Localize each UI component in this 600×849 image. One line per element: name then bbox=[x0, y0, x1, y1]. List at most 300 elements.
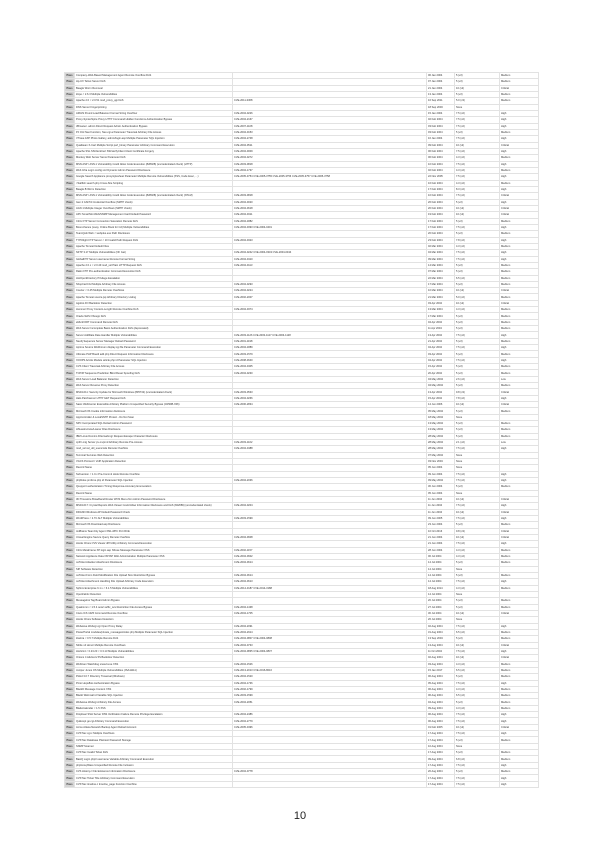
vulnerability-name-cell: Beagle.B Worm Detection bbox=[75, 186, 233, 192]
vulnerability-name-cell: NPC Incorporated SQL Default Admin Password bbox=[75, 421, 233, 427]
date-cell: 03 Feb 2004 bbox=[427, 129, 455, 135]
cvss-score-cell: None bbox=[455, 591, 500, 597]
severity-cell: High bbox=[500, 515, 539, 521]
cve-cell: CVE-2003-0533 bbox=[233, 389, 427, 395]
date-cell: 30 Jun 2004 bbox=[427, 484, 455, 490]
date-cell: 04 Apr 2004 bbox=[427, 357, 455, 363]
status-cell: Pass bbox=[66, 447, 73, 451]
cvss-score-cell: 5 (v2) bbox=[455, 604, 500, 610]
severity-cell: Medium bbox=[500, 699, 539, 705]
cvss-score-cell: 5 (v2) bbox=[455, 674, 500, 680]
status-cell: Pass bbox=[66, 194, 73, 198]
status-cell: Pass bbox=[66, 649, 73, 653]
vulnerability-name-cell: Hummer Proxy Content-Length Remote Overflow DoS bbox=[75, 307, 233, 313]
date-cell: 02 Feb 2004 bbox=[427, 117, 455, 123]
cve-cell: CVE-2004-0410 bbox=[233, 256, 427, 262]
status-cell: Pass bbox=[66, 675, 73, 679]
date-cell: 10 Oct 2016 bbox=[427, 528, 455, 534]
status-cell: Pass bbox=[66, 289, 73, 293]
cvss-score-cell: 7.5 (v2) bbox=[455, 503, 500, 509]
severity-cell: Medium bbox=[500, 155, 539, 161]
date-cell: 02 Aug 2004 bbox=[427, 623, 455, 629]
severity-cell: High bbox=[500, 478, 539, 484]
status-cell: Pass bbox=[66, 593, 73, 597]
status-cell: Pass bbox=[66, 776, 73, 780]
cvss-score-cell: 4.3 (v2) bbox=[455, 705, 500, 711]
vulnerability-name-cell: SIP Software Detection bbox=[75, 566, 233, 572]
vulnerability-name-cell: Qualcomm < 1.5.4 ooo2 suffix_ocs Restriction File Access Bypass bbox=[75, 604, 233, 610]
date-cell: 09 Mar 2004 bbox=[427, 256, 455, 262]
date-cell: 17 Mar 2004 bbox=[427, 281, 455, 287]
severity-cell: Medium bbox=[500, 129, 539, 135]
date-cell: 10 Feb 2004 bbox=[427, 193, 455, 199]
cvss-score-cell: 7.5 (v2) bbox=[455, 712, 500, 718]
cve-cell: CVE-2004-0226 bbox=[233, 110, 427, 116]
status-cell: Pass bbox=[66, 770, 73, 774]
status-cell: Pass bbox=[66, 485, 73, 489]
severity-cell: High bbox=[500, 345, 539, 351]
cvss-score-cell: 7.8 (v2) bbox=[455, 395, 500, 401]
cvss-score-cell: 7.5 (v2) bbox=[455, 515, 500, 521]
vulnerability-name-cell: Subversion < 1.0.x Pre-Commit Hook Remote Overflow bbox=[75, 471, 233, 477]
vulnerability-name-cell: HotOpenDirectory Privilege Escalation bbox=[75, 275, 233, 281]
vulnerability-name-cell: CVSTrac Ticket Title Arbitrary Command Execution bbox=[75, 775, 233, 781]
cvss-score-cell: 5 (v2) bbox=[455, 560, 500, 566]
cvss-score-cell: 5 (v2) bbox=[455, 522, 500, 528]
severity-cell: Critical bbox=[500, 724, 539, 730]
date-cell: 22 Mar 2004 bbox=[427, 275, 455, 281]
cve-cell: CVE-2004-1520 bbox=[233, 674, 427, 680]
date-cell: 03 Nov 2004 bbox=[427, 459, 455, 465]
cve-cell: CVE-2004-1526 bbox=[233, 661, 427, 667]
vulnerability-name-cell: Server AddDate Date Handler Multiple Vulnerabilities bbox=[75, 332, 233, 338]
cvss-score-cell: None bbox=[455, 459, 500, 465]
status-cell: Pass bbox=[66, 668, 73, 672]
date-cell: 14 Jul 2004 bbox=[427, 572, 455, 578]
vulnerability-name-cell: MS04-011: Security Update for Microsoft Windows (835732) (uncredentialed check) bbox=[75, 389, 233, 395]
cvss-score-cell: 10 (v2) bbox=[455, 142, 500, 148]
cve-cell: CVE-2004-0618 bbox=[233, 205, 427, 211]
cve-cell: CVE-2008-3640 bbox=[233, 357, 427, 363]
vulnerability-name-cell: Apache 2.0 < 2.0.51 mod_proxy_ajp DoS bbox=[75, 98, 233, 104]
date-cell: 17 Feb 2004 bbox=[427, 218, 455, 224]
severity-cell: High bbox=[500, 623, 539, 629]
date-cell: 13 Sep 2004 bbox=[427, 636, 455, 642]
vulnerability-name-cell: JetBrains TeamCity Agent XML-RPC Port RCE bbox=[75, 528, 233, 534]
vulnerability-name-cell: MSN ASP / ASN.1 Vulnerability Could Allow Code Execution (828028) (uncredentialed check) (NTLM) bbox=[75, 193, 233, 199]
cvss-score-cell: 5.0 (v3) bbox=[455, 98, 500, 104]
severity-cell: Critical bbox=[500, 402, 539, 408]
vulnerability-name-cell: JBrowser .admin Direct Request Admin Authentication Bypass bbox=[75, 123, 233, 129]
status-cell: Pass bbox=[66, 118, 73, 122]
date-cell: 16 Jan 2004 bbox=[427, 136, 455, 142]
cvss-score-cell: 7.5 (v2) bbox=[455, 224, 500, 230]
date-cell: 11 Jun 2004 bbox=[427, 509, 455, 515]
cvss-score-cell: 6.5 (v2) bbox=[455, 275, 500, 281]
vulnerability-name-cell: Zope < 2.6.3 Multiple Vulnerabilities bbox=[75, 91, 233, 97]
status-cell: Pass bbox=[66, 561, 73, 565]
vulnerability-name-cell: Citrix FTP Server Connection Saturation Remote DoS bbox=[75, 218, 233, 224]
date-cell: 31 Aug 2004 bbox=[427, 629, 455, 635]
cvss-score-cell: 5 (v2) bbox=[455, 262, 500, 268]
severity-cell: High bbox=[500, 199, 539, 205]
vulnerability-name-cell: TeamQuik Web < webplus.exe Path Disclosure bbox=[75, 231, 233, 237]
date-cell: 06 Jul 2004 bbox=[427, 553, 455, 559]
cve-cell: CVE-2004-0614 bbox=[233, 572, 427, 578]
date-cell: 26 Jul 2004 bbox=[427, 617, 455, 623]
cvss-score-cell: None bbox=[455, 617, 500, 623]
cvss-score-cell: 5 (v2) bbox=[455, 750, 500, 756]
status-cell: Pass bbox=[66, 333, 73, 337]
vulnerability-table-body bbox=[65, 73, 539, 788]
status-cell: Pass bbox=[66, 491, 73, 495]
date-cell: 06 Aug 2004 bbox=[427, 712, 455, 718]
date-cell: 21 Jun 2004 bbox=[427, 534, 455, 540]
cve-cell: CVE-2001-1198 bbox=[233, 338, 427, 344]
cvss-score-cell: 10 (v2) bbox=[455, 85, 500, 91]
status-cell: Pass bbox=[66, 377, 73, 381]
cvss-score-cell: 7.5 (v2) bbox=[455, 775, 500, 781]
vulnerability-name-cell: HSLastructure/Loaner Files Disclosure bbox=[75, 427, 233, 433]
status-cell: Pass bbox=[66, 706, 73, 710]
cvss-score-cell: 10 (v2) bbox=[455, 534, 500, 540]
vulnerability-name-cell: Sasic WebCenter Extensible Arbitrary Platform Unspecified Security Bypass (CRS88-X06) bbox=[75, 402, 233, 408]
cvss-score-cell: 7.5 (v2) bbox=[455, 446, 500, 452]
status-cell: Pass bbox=[66, 656, 73, 660]
cve-cell: CVE-2004-0224 bbox=[233, 288, 427, 294]
status-cell: Pass bbox=[66, 637, 73, 641]
vulnerability-name-cell: Web Server Reverse Proxy Detection bbox=[75, 383, 233, 389]
status-cell: Pass bbox=[66, 99, 73, 103]
date-cell: 17 Aug 2004 bbox=[427, 750, 455, 756]
date-cell: 20 Jul 2004 bbox=[427, 598, 455, 604]
cve-cell: CVE-2003-1126 CVE-2003-1127 CVE-2003-1128 bbox=[233, 332, 427, 338]
vulnerability-name-cell: Gen 2 CAFTA Credential Overflow (SMTP check) bbox=[75, 199, 233, 205]
cvss-score-cell: 2.1 (v2) bbox=[455, 440, 500, 446]
severity-cell: High bbox=[500, 256, 539, 262]
cvss-score-cell: None bbox=[455, 465, 500, 471]
vulnerability-name-cell: Web Server Incomplete Basic Authentication DoS (deprecated) bbox=[75, 326, 233, 332]
status-cell: Pass bbox=[66, 466, 73, 470]
date-cell: 17 Aug 2004 bbox=[427, 775, 455, 781]
cve-cell: CVE-2003-1162 bbox=[233, 440, 427, 446]
vulnerability-name-cell: osTicket Attacker Attachment Disclosure bbox=[75, 560, 233, 566]
cve-cell: CVE-2002-2007 bbox=[233, 294, 427, 300]
date-cell: 16 Feb 2004 bbox=[427, 180, 455, 186]
cvss-score-cell: 7.5 (v2) bbox=[455, 541, 500, 547]
severity-cell: Medium bbox=[500, 553, 539, 559]
cvss-score-cell: 5 (v2) bbox=[455, 319, 500, 325]
vulnerability-name-cell: DDGNN Windows AP Default Password Check bbox=[75, 509, 233, 515]
cve-cell: CVE-2004-0778 bbox=[233, 769, 427, 775]
date-cell: 04 Apr 2004 bbox=[427, 345, 455, 351]
cvss-score-cell: None bbox=[455, 490, 500, 496]
cve-cell: CVE-2004-0311 bbox=[233, 212, 427, 218]
severity-cell: High bbox=[500, 579, 539, 585]
vulnerability-name-cell: cpfrtr-mtg Server pv-mvpmd Arbitrary Remote Pre-Access bbox=[75, 440, 233, 446]
vulnerability-name-cell: Juniper Junos OS Multiple Vulnerabilities (JSA11111) bbox=[75, 667, 233, 673]
vulnerability-name-cell: Boomchance (Loop, Online Book for Cd) Multiple Vulnerabilities bbox=[75, 224, 233, 230]
cvss-score-cell: 5 (v2) bbox=[455, 421, 500, 427]
vulnerability-name-cell: AGN 1 Multiple Integer Overflows (SMTP check) bbox=[75, 205, 233, 211]
vulnerability-name-cell: osTicket Form Field Modification File Upload Size Restriction Bypass bbox=[75, 572, 233, 578]
vulnerability-name-cell: Webwave Webcgi Arbitrary File Access bbox=[75, 699, 233, 705]
cvss-score-cell: 7.5 (v2) bbox=[455, 648, 500, 654]
cve-cell: CVE-2004-0602 bbox=[233, 553, 427, 559]
status-cell: Pass bbox=[66, 732, 73, 736]
vulnerability-name-cell: IBM Lotus Domino Filterwebmgr Request Escape Character Disclosure bbox=[75, 433, 233, 439]
status-cell: Pass bbox=[66, 156, 73, 160]
cvss-score-cell: 4.3 (v2) bbox=[455, 167, 500, 173]
vulnerability-name-cell: osTicket Attachment Handling File Upload Arbitrary Code Execution bbox=[75, 579, 233, 585]
status-cell: Pass bbox=[66, 371, 73, 375]
date-cell: 16 Sep 2011 bbox=[427, 98, 455, 104]
date-cell: 09 Jun 2004 bbox=[427, 471, 455, 477]
status-cell: Pass bbox=[66, 479, 73, 483]
status-cell: Pass bbox=[66, 422, 73, 426]
vulnerability-name-cell: TYPOlight FTP Server < 10 Invalid Path Request DoS bbox=[75, 237, 233, 243]
date-cell: 17 Aug 2004 bbox=[427, 731, 455, 737]
vulnerability-name-cell: Record Name bbox=[75, 490, 233, 496]
date-cell: 23 Feb 2004 bbox=[427, 237, 455, 243]
vulnerability-name-cell: Dropbear SSH Server DSS Verification Failure Remote Privilege Escalation bbox=[75, 712, 233, 718]
severity-cell: Medium bbox=[500, 180, 539, 186]
vulnerability-name-cell: Apache 2.0.x < 2.0.49 mod_ssl Plain HTTP Request DoS bbox=[75, 262, 233, 268]
vulnerability-name-cell: AppController & LocalSNTP Protect - Do Not Scan bbox=[75, 414, 233, 420]
severity-cell: Medium bbox=[500, 98, 539, 104]
status-cell: Pass bbox=[66, 308, 73, 312]
date-cell: 06 Jan 2004 bbox=[427, 73, 455, 79]
date-cell: 20 Feb 2004 bbox=[427, 205, 455, 211]
cve-cell: CVE-2004-0153 bbox=[233, 129, 427, 135]
status-cell: Pass bbox=[66, 523, 73, 527]
severity-cell: High bbox=[500, 123, 539, 129]
cvss-score-cell: 6.5 (v2) bbox=[455, 667, 500, 673]
vulnerability-name-cell: Pidod 3.0.7 Directory Traversal (Windows) bbox=[75, 674, 233, 680]
cve-cell: CVE-2004-0204 bbox=[233, 503, 427, 509]
status-cell: Pass bbox=[66, 751, 73, 755]
cvss-score-cell: 10 (v2) bbox=[455, 642, 500, 648]
date-cell: 01 Feb 2005 bbox=[427, 724, 455, 730]
date-cell: 28 Jun 2004 bbox=[427, 547, 455, 553]
status-cell: Pass bbox=[66, 358, 73, 362]
status-cell: Pass bbox=[66, 175, 73, 179]
date-cell: 14 Jul 2004 bbox=[427, 560, 455, 566]
status-cell: Pass bbox=[66, 757, 73, 761]
severity-cell: Medium bbox=[500, 313, 539, 319]
status-cell: Pass bbox=[66, 415, 73, 419]
date-cell: 22 Nov 2005 bbox=[427, 174, 455, 180]
severity-cell: High bbox=[500, 680, 539, 686]
cvss-score-cell: 5 (v2) bbox=[455, 364, 500, 370]
date-cell: 17 Mar 2004 bbox=[427, 313, 455, 319]
cvss-score-cell: 4.3 (v2) bbox=[455, 307, 500, 313]
cvss-score-cell: 5 (v2) bbox=[455, 572, 500, 578]
vulnerability-name-cell: GlobalFTP Server username Remote Format String bbox=[75, 256, 233, 262]
status-cell: Pass bbox=[66, 403, 73, 407]
date-cell: 09 May 2004 bbox=[427, 478, 455, 484]
status-cell: Pass bbox=[66, 700, 73, 704]
severity-cell: High bbox=[500, 148, 539, 154]
severity-cell: High bbox=[500, 250, 539, 256]
cvss-score-cell: 6.8 (v2) bbox=[455, 756, 500, 762]
date-cell: 30 Jul 2004 bbox=[427, 610, 455, 616]
severity-cell: Critical bbox=[500, 193, 539, 199]
severity-cell: Critical bbox=[500, 212, 539, 218]
cve-cell bbox=[233, 781, 427, 787]
date-cell: 14 Jul 2004 bbox=[427, 579, 455, 585]
vulnerability-name-cell: XOOPS Article Module article.php id Parameter SQL Injection bbox=[75, 357, 233, 363]
status-cell: Pass bbox=[66, 295, 73, 299]
severity-cell: Medium bbox=[500, 667, 539, 673]
status-cell: Pass bbox=[66, 504, 73, 508]
severity-cell: High bbox=[500, 110, 539, 116]
cvss-score-cell: 4.3 (v2) bbox=[455, 547, 500, 553]
severity-cell: Low bbox=[500, 440, 539, 446]
vulnerability-name-cell: Apache Tomcat Default Files bbox=[75, 243, 233, 249]
severity-cell: High bbox=[500, 446, 539, 452]
date-cell: 06 Aug 2004 bbox=[427, 686, 455, 692]
vulnerability-name-cell: Apache Tomcat source.jsp Arbitrary Directory Listing bbox=[75, 294, 233, 300]
severity-cell: High bbox=[500, 775, 539, 781]
severity-cell: Critical bbox=[500, 205, 539, 211]
status-cell: Pass bbox=[66, 74, 73, 78]
cvss-score-cell: 5 (v2) bbox=[455, 769, 500, 775]
cve-cell: CVE-2004-0835 CVE-2004-0837 bbox=[233, 648, 427, 654]
vulnerability-name-cell: APC SmartSlot Web/SNMP Management Card Default Password bbox=[75, 212, 233, 218]
vulnerability-name-cell: NFTP 3.17 Multiple Vulnerabilities (OF Get) bbox=[75, 250, 233, 256]
date-cell: 20 Apr 2004 bbox=[427, 370, 455, 376]
cvss-score-cell: 10 (v2) bbox=[455, 288, 500, 294]
status-cell: Pass bbox=[66, 93, 73, 97]
severity-cell: High bbox=[500, 136, 539, 142]
status-cell: Pass bbox=[66, 219, 73, 223]
date-cell: 02 Mar 2004 bbox=[427, 243, 455, 249]
vulnerability-name-cell: ShopCartCGI Multiple Arbitrary File Access bbox=[75, 281, 233, 287]
cve-cell: CVE-2004-2748 bbox=[233, 136, 427, 142]
cve-cell: CVE-2004-2486 bbox=[233, 712, 427, 718]
status-cell: Pass bbox=[66, 352, 73, 356]
date-cell: 03 Apr 2004 bbox=[427, 351, 455, 357]
status-cell: Pass bbox=[66, 744, 73, 748]
vulnerability-name-cell: Web Infra Login config.xml Dynamic Admin Password Disclosure bbox=[75, 167, 233, 173]
cve-cell: CVE-2004-0009 bbox=[233, 148, 427, 154]
vulnerability-name-cell: Horde Chora CVS Viewer diff Utility Arbitrary Command Execution bbox=[75, 541, 233, 547]
cve-cell: CVE-2004-0511 bbox=[233, 142, 427, 148]
vulnerability-name-cell: SNMP Scanner bbox=[75, 743, 233, 749]
vulnerability-name-cell: Halo Patchserver HTTP GET Request DoS bbox=[75, 395, 233, 401]
cve-cell: CVE-2004-2914 bbox=[233, 629, 427, 635]
date-cell: 23 Jun 2004 bbox=[427, 522, 455, 528]
cvss-score-cell: 7.5 (v2) bbox=[455, 123, 500, 129]
vulnerability-name-cell: Company-Web-Based Management Agent Remote Overflow DoS bbox=[75, 73, 233, 79]
cvss-score-cell: 5 (v2) bbox=[455, 338, 500, 344]
status-cell: Pass bbox=[66, 124, 73, 128]
status-cell: Pass bbox=[66, 244, 73, 248]
date-cell: 15 Jan 2017 bbox=[427, 667, 455, 673]
date-cell: 11 Apr 2004 bbox=[427, 326, 455, 332]
cvss-score-cell: 7.5 (v2) bbox=[455, 478, 500, 484]
severity-cell: Medium bbox=[500, 79, 539, 85]
page-number: 10 bbox=[293, 810, 307, 822]
status-cell: Pass bbox=[66, 460, 73, 464]
status-cell: Pass bbox=[66, 630, 73, 634]
cvss-score-cell: 5 (v2) bbox=[455, 218, 500, 224]
status-cell: Pass bbox=[66, 112, 73, 116]
date-cell: 15 Apr 2004 bbox=[427, 395, 455, 401]
cvss-score-cell: 7.5 (v2) bbox=[455, 680, 500, 686]
severity-cell: Medium bbox=[500, 91, 539, 97]
date-cell: 04 Mar 2004 bbox=[427, 250, 455, 256]
cve-cell: CVE-2004-0488 bbox=[233, 446, 427, 452]
status-cell: Pass bbox=[66, 643, 73, 647]
cvss-score-cell: 7.5 (v2) bbox=[455, 250, 500, 256]
vulnerability-name-cell: Monkey Web Server Serve Parameter DoS bbox=[75, 155, 233, 161]
date-cell: 06 Feb 2004 bbox=[427, 155, 455, 161]
date-cell: 21 Jan 2004 bbox=[427, 85, 455, 91]
cve-cell: CVE-2004-1889 bbox=[233, 345, 427, 351]
cvss-score-cell: 5 (v2) bbox=[455, 79, 500, 85]
cvss-score-cell: 6.5 (v2) bbox=[455, 693, 500, 699]
cvss-score-cell: 8.3 (v2) bbox=[455, 186, 500, 192]
severity-cell: Medium bbox=[500, 547, 539, 553]
cvss-score-cell: 6.5 (v2) bbox=[455, 629, 500, 635]
severity-cell: Medium bbox=[500, 629, 539, 635]
cvss-score-cell: 10 (v2) bbox=[455, 212, 500, 218]
vulnerability-name-cell: MS04-017: Crystal Reports Web Viewer Could Allow Information Disclosure and DoS (842689) (uncredentialed check) bbox=[75, 503, 233, 509]
date-cell: 04 May 2004 bbox=[427, 383, 455, 389]
status-cell: Pass bbox=[66, 188, 73, 192]
severity-cell: Medium bbox=[500, 307, 539, 313]
date-cell: 09 Aug 2004 bbox=[427, 705, 455, 711]
severity-cell: High bbox=[500, 224, 539, 230]
severity-cell: High bbox=[500, 186, 539, 192]
cve-cell: CVE-2002-1799 bbox=[233, 686, 427, 692]
cvss-score-cell: 5 (v2) bbox=[455, 269, 500, 275]
date-cell: 11 Jun 2004 bbox=[427, 503, 455, 509]
cve-cell: CVE-2004-1737 bbox=[233, 167, 427, 173]
status-cell: Pass bbox=[66, 213, 73, 217]
cve-cell: CVE-2004-2091 bbox=[233, 623, 427, 629]
vulnerability-name-cell: Hp-UX Telnet Server DoS bbox=[75, 79, 233, 85]
status-cell: Pass bbox=[66, 428, 73, 432]
vulnerability-name-cell: DNS Server Fingerprinting bbox=[75, 104, 233, 110]
cve-cell: CVE-2014-3187 CVE-2014-3188 bbox=[233, 585, 427, 591]
status-cell: Pass bbox=[66, 763, 73, 767]
status-cell: Pass bbox=[66, 529, 73, 533]
severity-cell: Medium bbox=[500, 484, 539, 490]
cve-cell: CVE-2004-0293 bbox=[233, 281, 427, 287]
date-cell: 13 May 2004 bbox=[427, 421, 455, 427]
status-cell: Pass bbox=[66, 238, 73, 242]
status-cell: Pass bbox=[66, 472, 73, 476]
vulnerability-name-cell: Apache SSL SSClientCert SSLVerifyClient Client Certificate Forgery bbox=[75, 148, 233, 154]
vulnerability-name-cell: BasiQ Login.php3 username Variable Arbitrary Command Execution bbox=[75, 756, 233, 762]
cvss-score-cell: 5 (v2) bbox=[455, 598, 500, 604]
severity-cell: Medium bbox=[500, 572, 539, 578]
vulnerability-name-cell: Quikcept go.cgi Arbitrary Command Execution bbox=[75, 718, 233, 724]
status-cell: Pass bbox=[66, 725, 73, 729]
cvss-score-cell: 5.0 (v2) bbox=[455, 294, 500, 300]
date-cell: 13 Apr 2004 bbox=[427, 389, 455, 395]
status-cell: Pass bbox=[66, 542, 73, 546]
vulnerability-name-cell: Aprime Source WebForum display.cgi file Parameter Command Execution bbox=[75, 345, 233, 351]
status-cell: Pass bbox=[66, 339, 73, 343]
date-cell: 05 Jun 2004 bbox=[427, 465, 455, 471]
cvss-score-cell: 7.5 (v2) bbox=[455, 781, 500, 787]
status-cell: Pass bbox=[66, 86, 73, 90]
cve-cell: CVE-2003-1599 bbox=[233, 693, 427, 699]
